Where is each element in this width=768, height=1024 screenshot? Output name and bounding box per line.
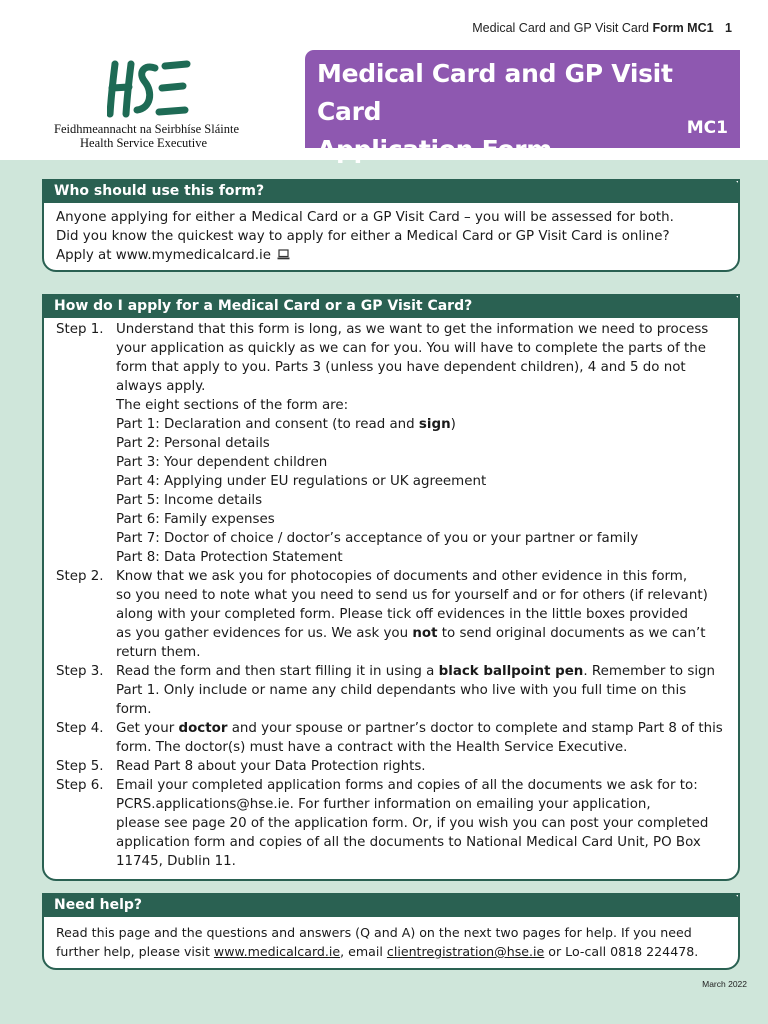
step-2	[56, 567, 726, 662]
step-1-line: always apply.	[116, 379, 206, 394]
step-4	[56, 719, 726, 757]
part-7-item: Part 7: Doctor of choice / doctor’s acceptance of you or your partner or family	[116, 531, 639, 546]
step-2-text-part: to send original documents as we can’t	[437, 626, 706, 641]
step-2-label: Step 2.	[56, 569, 104, 584]
step-2-line: Know that we ask you for photocopies of documents and other evidence in this form,	[116, 569, 688, 584]
help-text-part: , email	[340, 944, 387, 959]
step-2-line	[116, 624, 726, 643]
step-5-label: Step 5.	[56, 759, 104, 774]
step-5-line: Read Part 8 about your Data Protection rights.	[116, 759, 426, 774]
step-4-text-part: Get your	[116, 721, 179, 736]
step-3-text-part: . Remember to sign	[583, 664, 716, 679]
part-1-item	[116, 415, 726, 434]
form-code: MC1	[686, 118, 728, 138]
who-line3	[56, 246, 726, 265]
help-text-part: further help, please visit	[56, 944, 214, 959]
step-1-line: Understand that this form is long, as we want to get the information we need to process	[116, 322, 709, 337]
header-doc-title: Medical Card and GP Visit Card	[472, 21, 649, 35]
who-line3-text: Apply at www.mymedicalcard.ie	[56, 248, 271, 263]
step-1-line: The eight sections of the form are:	[116, 398, 349, 413]
header-form-label: Form MC1	[652, 21, 714, 35]
step-4-text	[116, 719, 726, 757]
step-2-bold: not	[412, 626, 438, 641]
step-6-line: Email your completed application forms and copies of all the documents we ask for to:	[116, 778, 698, 793]
step-2-text	[116, 567, 726, 662]
page-number: 1	[725, 21, 732, 35]
part-1-bold: sign	[418, 417, 451, 432]
step-3-line	[116, 662, 726, 681]
medicalcard-link[interactable]: www.medicalcard.ie	[213, 944, 341, 959]
step-5-text	[116, 757, 726, 776]
step-1-label: Step 1.	[56, 322, 104, 337]
step-3-line: form.	[116, 702, 152, 717]
help-body	[44, 917, 738, 961]
step-6-label: Step 6.	[56, 778, 104, 793]
part-8-item: Part 8: Data Protection Statement	[116, 550, 343, 565]
part-1-end: )	[450, 417, 456, 432]
step-2-text-part: as you gather evidences for us. We ask you	[116, 626, 413, 641]
step-5	[56, 757, 726, 776]
step-2-line: so you need to note what you need to send us for yourself and or for others (if relevant)	[116, 588, 708, 603]
step-3-label: Step 3.	[56, 664, 104, 679]
form-title-banner	[305, 50, 740, 164]
step-4-bold: doctor	[178, 721, 228, 736]
part-4-item: Part 4: Applying under EU regulations or UK agreement	[116, 474, 487, 489]
who-heading: Who should use this form?	[42, 179, 740, 203]
step-6-line: please see page 20 of the application form. Or, if you wish you can post your completed	[116, 816, 709, 831]
step-2-line: return them.	[116, 645, 201, 660]
part-6-item: Part 6: Family expenses	[116, 512, 275, 527]
form-title	[317, 55, 732, 169]
who-section	[42, 179, 740, 272]
step-3	[56, 662, 726, 719]
help-text-part: or Lo-call 0818 224478.	[544, 944, 699, 959]
step-3-line: Part 1. Only include or name any child dependants who live with you full time on this	[116, 683, 687, 698]
step-1-line: form that apply to you. Parts 3 (unless you have dependent children), 4 and 5 do not	[116, 360, 686, 375]
hse-logo-mark	[107, 58, 192, 118]
logo-irish-name: Feidhmeannacht na Seirbhíse Sláinte	[54, 122, 240, 136]
step-1-text	[116, 320, 726, 567]
step-6-text	[116, 776, 726, 871]
form-title-line1: Medical Card and GP Visit Card	[317, 59, 673, 126]
step-3-text	[116, 662, 726, 719]
part-5-item: Part 5: Income details	[116, 493, 263, 508]
form-title-line2: Application Form	[317, 135, 552, 164]
footer-date: March 2022	[702, 979, 747, 989]
who-body	[44, 203, 738, 265]
logo-english-name: Health Service Executive	[80, 136, 208, 150]
how-body	[44, 318, 738, 871]
step-4-line: form. The doctor(s) must have a contract with the Health Service Executive.	[116, 740, 628, 755]
help-section	[42, 893, 740, 970]
part-2-item: Part 2: Personal details	[116, 436, 270, 451]
email-link[interactable]: clientregistration@hse.ie	[386, 944, 545, 959]
step-4-line	[116, 719, 726, 738]
hse-logo	[52, 58, 262, 153]
step-4-label: Step 4.	[56, 721, 104, 736]
help-line1: Read this page and the questions and answers (Q and A) on the next two pages for help. If you need	[56, 925, 692, 940]
step-1-line: your application as quickly as we can for you. You will have to complete the parts of the	[116, 341, 707, 356]
step-1	[56, 320, 726, 567]
who-line2: Did you know the quickest way to apply for either a Medical Card or GP Visit Card is online?	[56, 229, 670, 244]
laptop-icon	[277, 249, 290, 260]
step-6-line: application form and copies of all the documents to National Medical Card Unit, PO Box	[116, 835, 701, 850]
step-3-bold: black ballpoint pen	[438, 664, 584, 679]
help-heading: Need help?	[42, 893, 740, 917]
step-6-line: PCRS.applications@hse.ie. For further information on emailing your application,	[116, 797, 651, 812]
step-3-text-part: Read the form and then start filling it in using a	[116, 664, 439, 679]
how-heading: How do I apply for a Medical Card or a GP Visit Card?	[42, 294, 740, 318]
step-2-line: along with your completed form. Please tick off evidences in the little boxes provided	[116, 607, 689, 622]
step-6-line: 11745, Dublin 11.	[116, 854, 236, 869]
running-header	[472, 21, 732, 35]
help-line2	[56, 942, 726, 961]
step-6	[56, 776, 726, 871]
step-4-text-part: and your spouse or partner’s doctor to complete and stamp Part 8 of this	[227, 721, 723, 736]
part-3-item: Part 3: Your dependent children	[116, 455, 328, 470]
how-section	[42, 294, 740, 881]
who-line1: Anyone applying for either a Medical Card or a GP Visit Card – you will be assessed for both.	[56, 210, 674, 225]
part-1-text: Part 1: Declaration and consent (to read and	[116, 417, 419, 432]
